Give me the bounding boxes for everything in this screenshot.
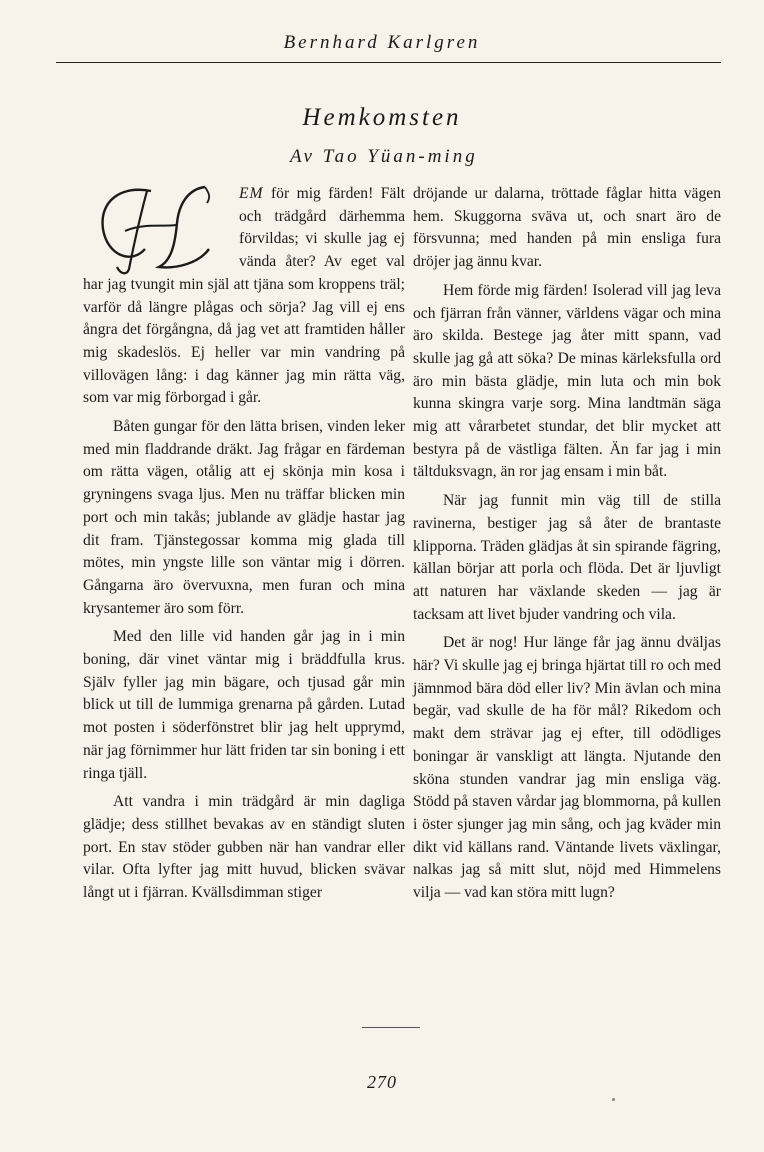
paragraph-5: dröjande ur dalarna, tröttade fåglar hitta vägen hem. Skuggorna sväva ut, och snart äro de försvunna; med handen på min ensliga fura dröjer jag ännu kvar. [413, 185, 721, 271]
article-title: Hemkomsten [302, 104, 462, 131]
paragraph-3: Med den lille vid handen går jag in i min boning, där vinet väntar mig i bräddfulla krus. Själv fyller jag min bägare, och tjusad går min blick ut till de lummiga grenarna på gården. Lutad mot posten i söderfönstret blir jag helt upprymd, när jag förnimmer hur lätt friden tar sin boning i ett ringa tjäll. [83, 628, 405, 782]
decorative-h-initial [81, 183, 231, 275]
drop-cap-letter: H [81, 183, 82, 184]
paragraph-1-text: för mig färden! Fält och trädgård därhemma förvildas; vi skulle jag ej vända åter? Av eget val har jag tvungit min själ att tjäna som kroppens träl; varför då längre plågas och sörja? Jag vill ej ens ångra det förgångna, då jag vet att framtiden håller mig skadeslös. Ej heller var min vandring på villovägen lång: i dag känner jag min rätta väg, som var mig förborgad i går. [83, 185, 405, 407]
paragraph-6: Hem förde mig färden! Isolerad vill jag leva och fjärran från vänner, världens vägar och mina äro skilda. Bestege jag åter mitt spann, vad skulle jag gå att söka? De minas kärleksfulla ord äro min bästa glädje, min luta och min bok kunna skingra varje sorg. Mina landtmän säga mig att vårarbetet stundar, det blir mycket att bestyra på de västliga fälten. Än far jag i min tältduksvagn, än ror jag ensam i min båt. [413, 281, 721, 481]
paragraph-4: Att vandra i min trädgård är min dagliga glädje; dess stillhet bevakas av en ständigt sluten port. En stav stöder gubben när han vandrar eller vilar. Ofta lyfter jag mitt huvud, blicken svävar långt ut i fjärran. Kvällsdimman stiger [83, 793, 405, 902]
paragraph-2: Båten gungar för den lätta brisen, vinden leker med min fladdrande dräkt. Jag frågar en färdeman om rätta vägen, otålig att ej skönja min kosa i gryningens svaga ljus. Men nu träffar blicken min port och min takås; jublande av glädje hastar jag dit fram. Tjänstegossar komma mig glada till mötes, min yngste lille son väntar mig i dörren. Gångarna äro övervuxna, men furan och mina krysantemer äro som förr. [83, 418, 405, 617]
paragraph-7: När jag funnit min väg till de stilla ravinerna, bestiger jag så åter de brantaste klipporna. Träden glädjas åt sin spirande fägring, källan börjar att porla och flöda. Det är ljuvligt att naturen har växlande skeden — jag är tacksam att livet bjuder vandring och vila. [413, 492, 721, 623]
lead-word: EM [239, 185, 264, 202]
paragraph-8: Det är nog! Hur länge får jag ännu dväljas här? Vi skulle jag ej bringa hjärtat till ro och med jämnmod bära död eller liv? Min ävlan och mina begär, vad skulle de ha för mål? Rikedom och makt dem strävar jag ej efter, till odödliges boningar är vanskligt att längta. Njutande den sköna stunden vandrar jag min ensliga väg. Stödd på staven vårdar jag blommorna, på kullen i öster sjunger jag min sång, och jag kväder min dikt vid källans rand. Väntande livets växlingar, nalkas jag så mitt slut, nöjd med Himmelens vilja — vad kan störa mitt lugn? [413, 634, 721, 902]
header-rule [56, 62, 721, 63]
footer-rule [362, 1027, 420, 1028]
paper-speck [612, 1098, 615, 1101]
page-number: 270 [367, 1072, 397, 1092]
article-byline: Av Tao Yüan-ming [290, 146, 478, 167]
drop-cap-initial [81, 183, 233, 273]
paragraph-1 [83, 183, 405, 410]
right-column [413, 183, 721, 911]
left-column [83, 183, 405, 911]
running-head: Bernhard Karlgren [283, 32, 481, 53]
